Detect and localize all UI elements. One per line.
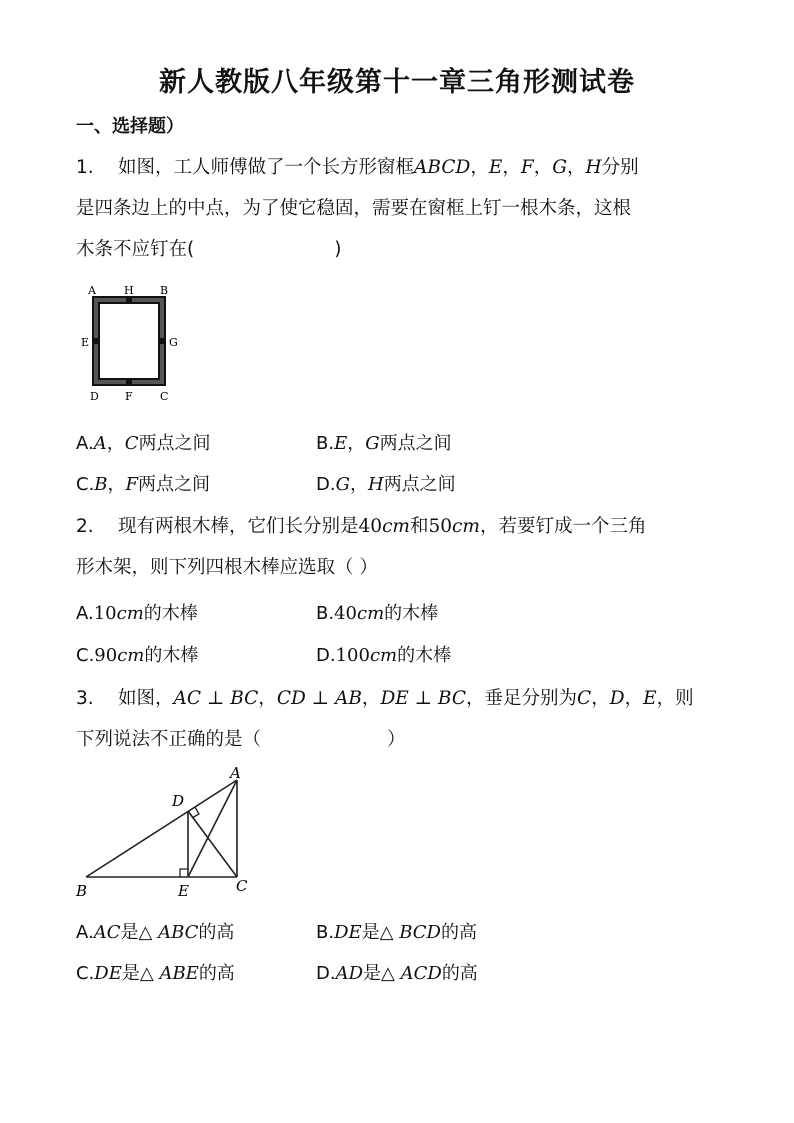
separator: ，: [624, 688, 644, 709]
question-1: [76, 147, 716, 270]
option-label: D.: [316, 963, 336, 984]
question-1-number: 1.: [76, 157, 94, 178]
separator: ，: [470, 157, 489, 178]
label-e: E: [81, 336, 90, 349]
length-unit: cm: [382, 516, 410, 537]
option-text: 是: [120, 922, 139, 943]
option-value: 100: [335, 645, 370, 666]
q2-option-a[interactable]: [76, 599, 198, 625]
question-3-line-2: [76, 719, 716, 760]
q3-option-a[interactable]: [76, 918, 234, 944]
separator: ，: [567, 157, 586, 178]
question-3: [76, 678, 716, 760]
option-point: E: [334, 433, 348, 454]
option-text: 的高: [198, 922, 235, 943]
label-g: G: [169, 336, 178, 349]
option-text: 两点之间: [379, 433, 452, 454]
separator: ，: [107, 474, 126, 495]
option-label: D.: [316, 474, 336, 495]
midpoint-e-mark: [92, 338, 100, 344]
option-label: C.: [76, 963, 95, 984]
option-value: 90: [94, 645, 118, 666]
close-paren: ): [334, 239, 342, 260]
option-segment: AD: [335, 963, 364, 984]
point-h: H: [585, 157, 602, 178]
option-point: H: [367, 474, 384, 495]
question-3-line-2-text: 下列说法不正确的是（: [76, 729, 262, 750]
question-1-text-tail: 分别: [601, 157, 639, 178]
question-3-number: 3.: [76, 688, 94, 709]
option-segment: DE: [94, 963, 122, 984]
condition: AC ⊥ BC: [173, 688, 259, 709]
option-label: C.: [76, 474, 95, 495]
option-unit: cm: [116, 603, 144, 624]
option-text: 两点之间: [138, 474, 211, 495]
question-3-text-tail: ，则: [656, 688, 694, 709]
option-label: A.: [76, 603, 94, 624]
question-1-line-3: [76, 229, 716, 270]
point-g: G: [552, 157, 567, 178]
label-c: C: [160, 390, 169, 403]
separator: ，: [502, 157, 521, 178]
option-value: 10: [93, 603, 117, 624]
option-segment: AC: [93, 922, 121, 943]
q3-option-c[interactable]: [76, 959, 235, 985]
length-value: 50: [428, 516, 453, 537]
option-text: 两点之间: [138, 433, 211, 454]
length-value: 40: [358, 516, 383, 537]
label-b: B: [76, 882, 88, 900]
q3-option-b[interactable]: [316, 918, 477, 944]
midpoint-f-mark: [126, 378, 132, 386]
label-d: D: [172, 792, 185, 810]
q1-option-d[interactable]: [316, 470, 456, 496]
option-text: 的木棒: [143, 603, 198, 624]
question-1-line-2: 是四条边上的中点，为了使它稳固，需要在窗框上钉一根木条，这根: [76, 198, 632, 219]
point-e: E: [488, 157, 503, 178]
separator: ，: [591, 688, 610, 709]
option-text: 是: [121, 963, 140, 984]
q1-option-a[interactable]: [76, 429, 211, 455]
option-point: G: [335, 474, 350, 495]
separator: ，: [106, 433, 125, 454]
option-label: B.: [316, 922, 335, 943]
right-angle-e-mark: [180, 869, 188, 877]
option-label: A.: [76, 922, 94, 943]
question-2-line-1: [76, 506, 716, 547]
question-3-line-1: [76, 678, 716, 719]
length-unit: cm: [452, 516, 480, 537]
option-text: 是: [361, 922, 380, 943]
point-f: F: [520, 157, 534, 178]
option-text: 的木棒: [397, 645, 452, 666]
question-1-line-1: [76, 147, 716, 188]
option-triangle: △ ABC: [138, 922, 199, 943]
option-text: 的高: [441, 963, 478, 984]
q3-option-d[interactable]: [316, 959, 478, 985]
option-text: 的木棒: [384, 603, 439, 624]
q1-option-b[interactable]: [316, 429, 452, 455]
label-h: H: [124, 284, 134, 297]
question-3-text-mid: ，垂足分别为: [466, 688, 578, 709]
option-value: 40: [334, 603, 357, 624]
question-2-text: 现有两根木棒，它们长分别是: [118, 516, 359, 537]
option-triangle: △ ABE: [139, 963, 199, 984]
question-2: [76, 506, 716, 588]
q2-option-c[interactable]: [76, 641, 198, 667]
foot-point: C: [577, 688, 592, 709]
section-heading: 一、选择题）: [76, 116, 184, 137]
separator: ，: [347, 433, 366, 454]
option-triangle: △ BCD: [379, 922, 441, 943]
label-d: D: [90, 390, 99, 403]
option-segment: DE: [334, 922, 362, 943]
question-3-text: 如图，: [118, 688, 174, 709]
segment-ae: [188, 780, 237, 877]
option-unit: cm: [356, 603, 385, 624]
midpoint-g-mark: [158, 338, 166, 344]
condition: DE ⊥ BC: [380, 688, 467, 709]
condition: CD ⊥ AB: [276, 688, 362, 709]
option-label: A.: [76, 433, 94, 454]
separator: ，: [533, 157, 553, 178]
question-1-line-3-text: 木条不应钉在(: [76, 239, 195, 260]
label-b: B: [160, 284, 169, 297]
frame-name: ABCD: [414, 157, 471, 178]
conjunction: 和: [409, 516, 429, 537]
triangle-figure: [72, 760, 262, 902]
close-paren: ）: [387, 729, 406, 750]
option-label: C.: [76, 645, 95, 666]
midpoint-h-mark: [126, 296, 132, 304]
option-triangle: △ ACD: [381, 963, 442, 984]
option-label: B.: [316, 603, 335, 624]
option-label: B.: [316, 433, 335, 454]
window-frame-figure: [80, 282, 190, 406]
option-text: 的高: [198, 963, 235, 984]
option-text: 的木棒: [144, 645, 199, 666]
label-f: F: [125, 390, 133, 403]
foot-point: D: [609, 688, 625, 709]
page-title: 新人教版八年级第十一章三角形测试卷: [159, 67, 635, 98]
question-1-text: 如图，工人师傅做了一个长方形窗框: [118, 157, 415, 178]
frame-outer: [93, 297, 165, 385]
label-e: E: [178, 882, 189, 900]
segment-ab: [86, 780, 237, 877]
option-text: 两点之间: [383, 474, 456, 495]
question-2-number: 2.: [76, 516, 94, 537]
separator: ，: [361, 688, 381, 709]
segment-cd: [188, 811, 237, 877]
separator: ，: [258, 688, 277, 709]
separator: ，: [349, 474, 368, 495]
q2-option-b[interactable]: [316, 599, 438, 625]
question-2-text-tail: ，若要钉成一个三角: [479, 516, 647, 537]
option-point: C: [124, 433, 139, 454]
option-text: 的高: [441, 922, 477, 943]
option-point: G: [365, 433, 380, 454]
frame-inner: [99, 303, 159, 379]
q2-option-d[interactable]: [316, 641, 451, 667]
option-point: B: [94, 474, 108, 495]
option-unit: cm: [117, 645, 145, 666]
foot-point: E: [643, 688, 657, 709]
option-point: A: [93, 433, 107, 454]
option-text: 是: [363, 963, 382, 984]
option-label: D.: [316, 645, 336, 666]
option-point: F: [125, 474, 139, 495]
question-2-line-2: 形木架，则下列四根木棒应选取（ ）: [76, 557, 378, 578]
option-unit: cm: [369, 645, 398, 666]
label-a: A: [230, 764, 241, 782]
label-a: A: [88, 284, 96, 297]
q1-option-c[interactable]: [76, 470, 210, 496]
label-c: C: [236, 877, 248, 895]
